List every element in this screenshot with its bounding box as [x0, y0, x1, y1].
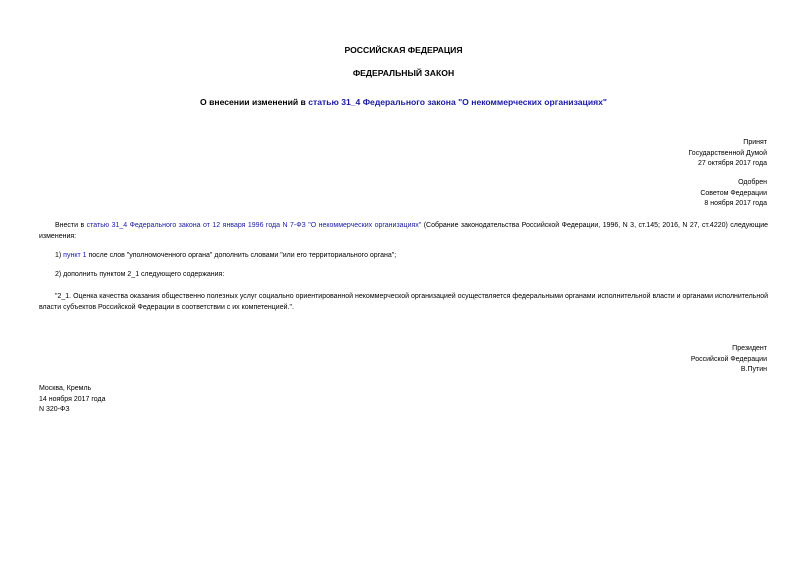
signature-line: В.Путин: [740, 366, 767, 373]
amendment-quote: "2_1. Оценка качества оказания общественно полезных услуг социально ориентированной некоммерческой организацией осуществляется федеральными органами исполнительной власти и органами исполнительной власти субъектов Российской Федерации в соответствии с их компетенцией.".: [39, 293, 768, 311]
item1-suffix: после слов "уполномоченного органа" дополнить словами "или его территориального органа";: [86, 252, 397, 259]
law-title-prefix: О внесении изменений в: [200, 97, 309, 107]
intro-prefix: Внести в: [55, 222, 87, 229]
intro-suffix: (Собрание законодательства Российской Федерации, 1996, N 3, ст.145; 2016, N 27, ст.4220) следующие изменения:: [39, 222, 769, 240]
adoption-council-line: 8 ноября 2017 года: [704, 200, 767, 207]
adoption-duma-line: Принят: [743, 139, 767, 146]
place-line: Москва, Кремль: [39, 385, 92, 392]
item1-prefix: 1): [55, 252, 64, 259]
adoption-council-line: Советом Федерации: [700, 189, 767, 197]
document-type-heading: ФЕДЕРАЛЬНЫЙ ЗАКОН: [352, 68, 455, 78]
body-paragraph-intro: [39, 221, 768, 242]
country-heading: РОССИЙСКАЯ ФЕДЕРАЦИЯ: [344, 45, 463, 55]
adoption-duma-block: [688, 138, 767, 170]
signature-block: [691, 344, 767, 376]
adoption-duma-line: Государственной Думой: [688, 149, 767, 157]
law-number-line: N 320-ФЗ: [39, 406, 70, 413]
law-title-link[interactable]: статью 31_4 Федерального закона "О некоммерческих организациях": [308, 97, 607, 107]
place-date-block: [39, 384, 105, 416]
amendment-item-2: 2) дополнить пунктом 2_1 следующего содержания:: [55, 271, 225, 278]
law-title: [0, 97, 807, 108]
signature-line: Президент: [732, 345, 767, 352]
item1-point-link[interactable]: пункт 1: [63, 252, 87, 259]
adoption-council-block: [700, 178, 767, 210]
date-line: 14 ноября 2017 года: [39, 395, 106, 403]
amendment-item-1: [39, 251, 768, 262]
adoption-council-line: Одобрен: [738, 179, 767, 186]
signature-line: Российской Федерации: [690, 355, 767, 363]
intro-law-link[interactable]: статью 31_4 Федерального закона от 12 января 1996 года N 7-ФЗ "О некоммерческих организациях": [86, 222, 422, 229]
adoption-duma-line: 27 октября 2017 года: [698, 160, 767, 167]
